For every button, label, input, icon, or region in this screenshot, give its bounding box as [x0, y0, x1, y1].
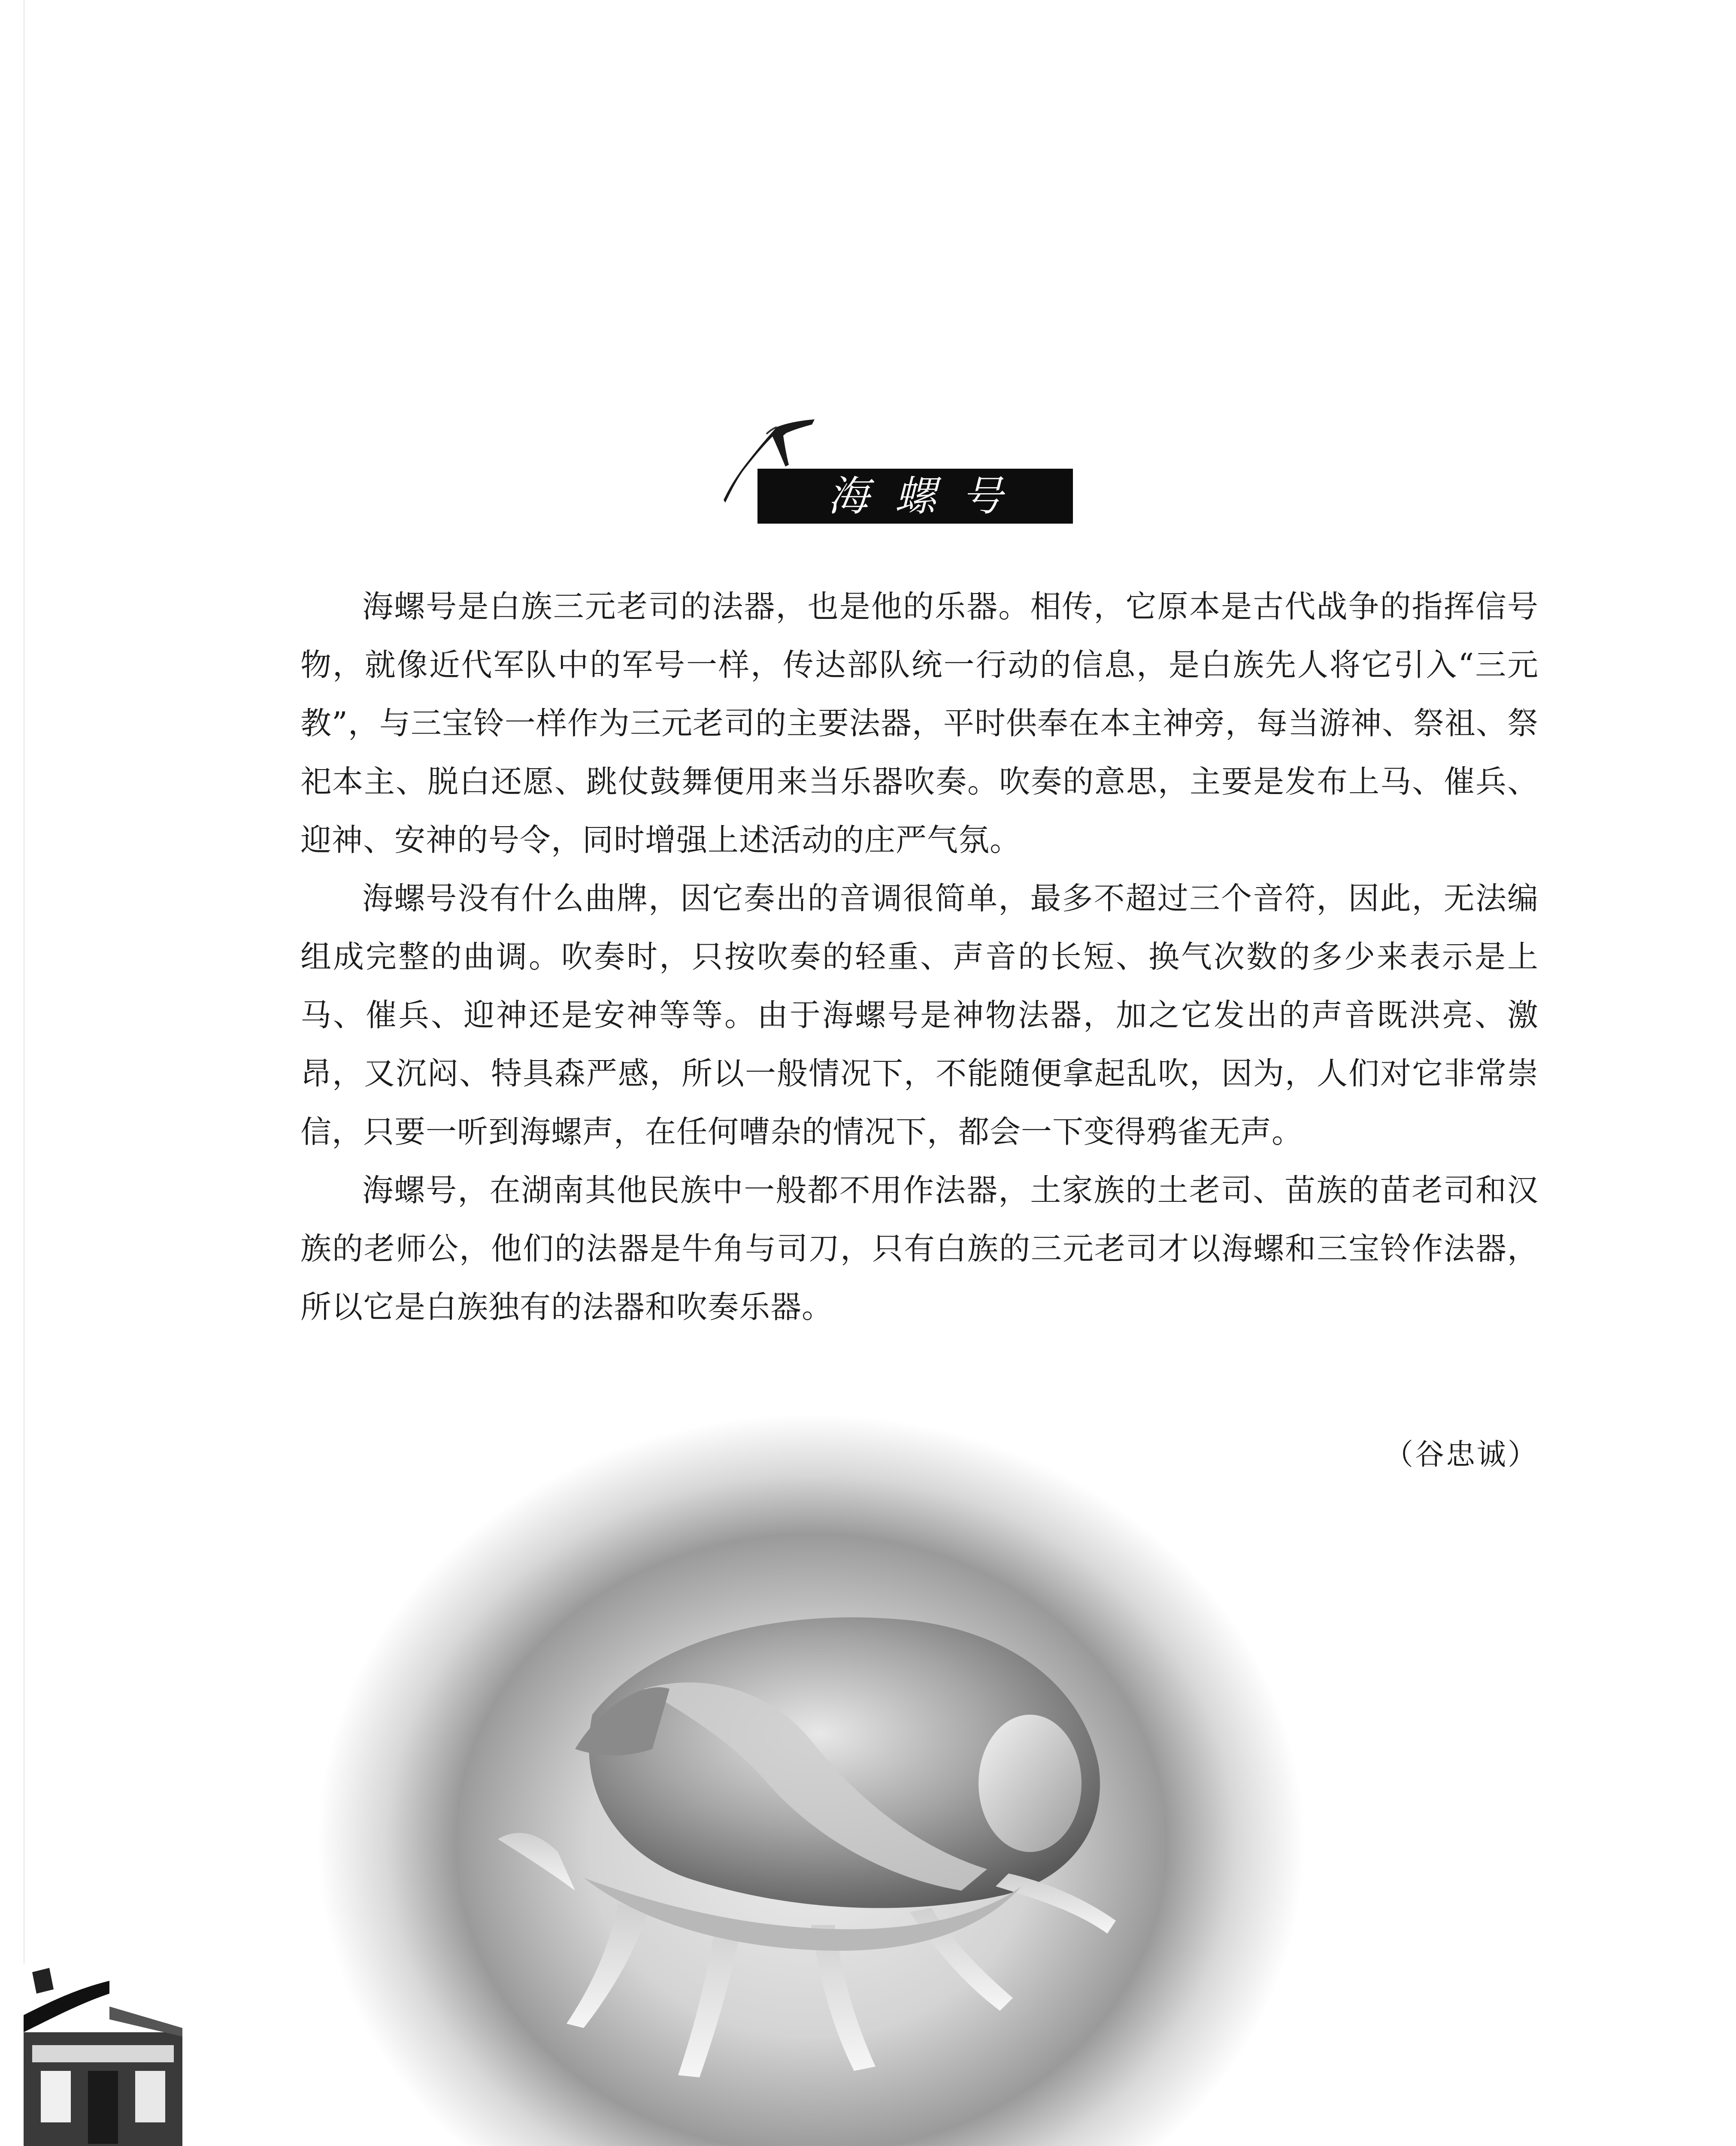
conch-shell-photo — [318, 1414, 1305, 2146]
paragraph-2: 海螺号没有什么曲牌，因它奏出的音调很简单，最多不超过三个音符，因此，无法编组成完整的曲调。吹奏时，只按吹奏的轻重、声音的长短、换气次数的多少来表示是上马、催兵、迎神还是安神等等。由于海螺号是神物法器，加之它发出的声音既洪亮、激昂，又沉闷、特具森严感，所以一般情况下，不能随便拿起乱吹，因为，人们对它非常崇信，只要一听到海螺声，在任何嘈杂的情况下，都会一下变得鸦雀无声。 — [300, 880, 1539, 1150]
author-credit: （谷忠诚） — [1384, 1438, 1539, 1472]
article-body — [300, 577, 1539, 1336]
paragraph-3: 海螺号，在湖南其他民族中一般都不用作法器，土家族的土老司、苗族的苗老司和汉族的老师公，他们的法器是牛角与司刀，只有白族的三元老司才以海螺和三宝铃作法器，所以它是白族独有的法器和吹奏乐器。 — [300, 1172, 1539, 1325]
page-title: 海螺号 — [827, 472, 1029, 520]
temple-building-photo — [24, 1964, 182, 2146]
paragraph-1: 海螺号是白族三元老司的法器，也是他的乐器。相传，它原本是古代战争的指挥信号物，就像近代军队中的军号一样，传达部队统一行动的信息，是白族先人将它引入“三元教”，与三宝铃一样作为三元老司的主要法器，平时供奉在本主神旁，每当游神、祭祖、祭祀本主、脱白还愿、跳仗鼓舞便用来当乐器吹奏。吹奏的意思，主要是发布上马、催兵、迎神、安神的号令，同时增强上述活动的庄严气氛。 — [300, 588, 1539, 858]
title-block — [712, 418, 1077, 547]
title-banner — [757, 469, 1073, 524]
